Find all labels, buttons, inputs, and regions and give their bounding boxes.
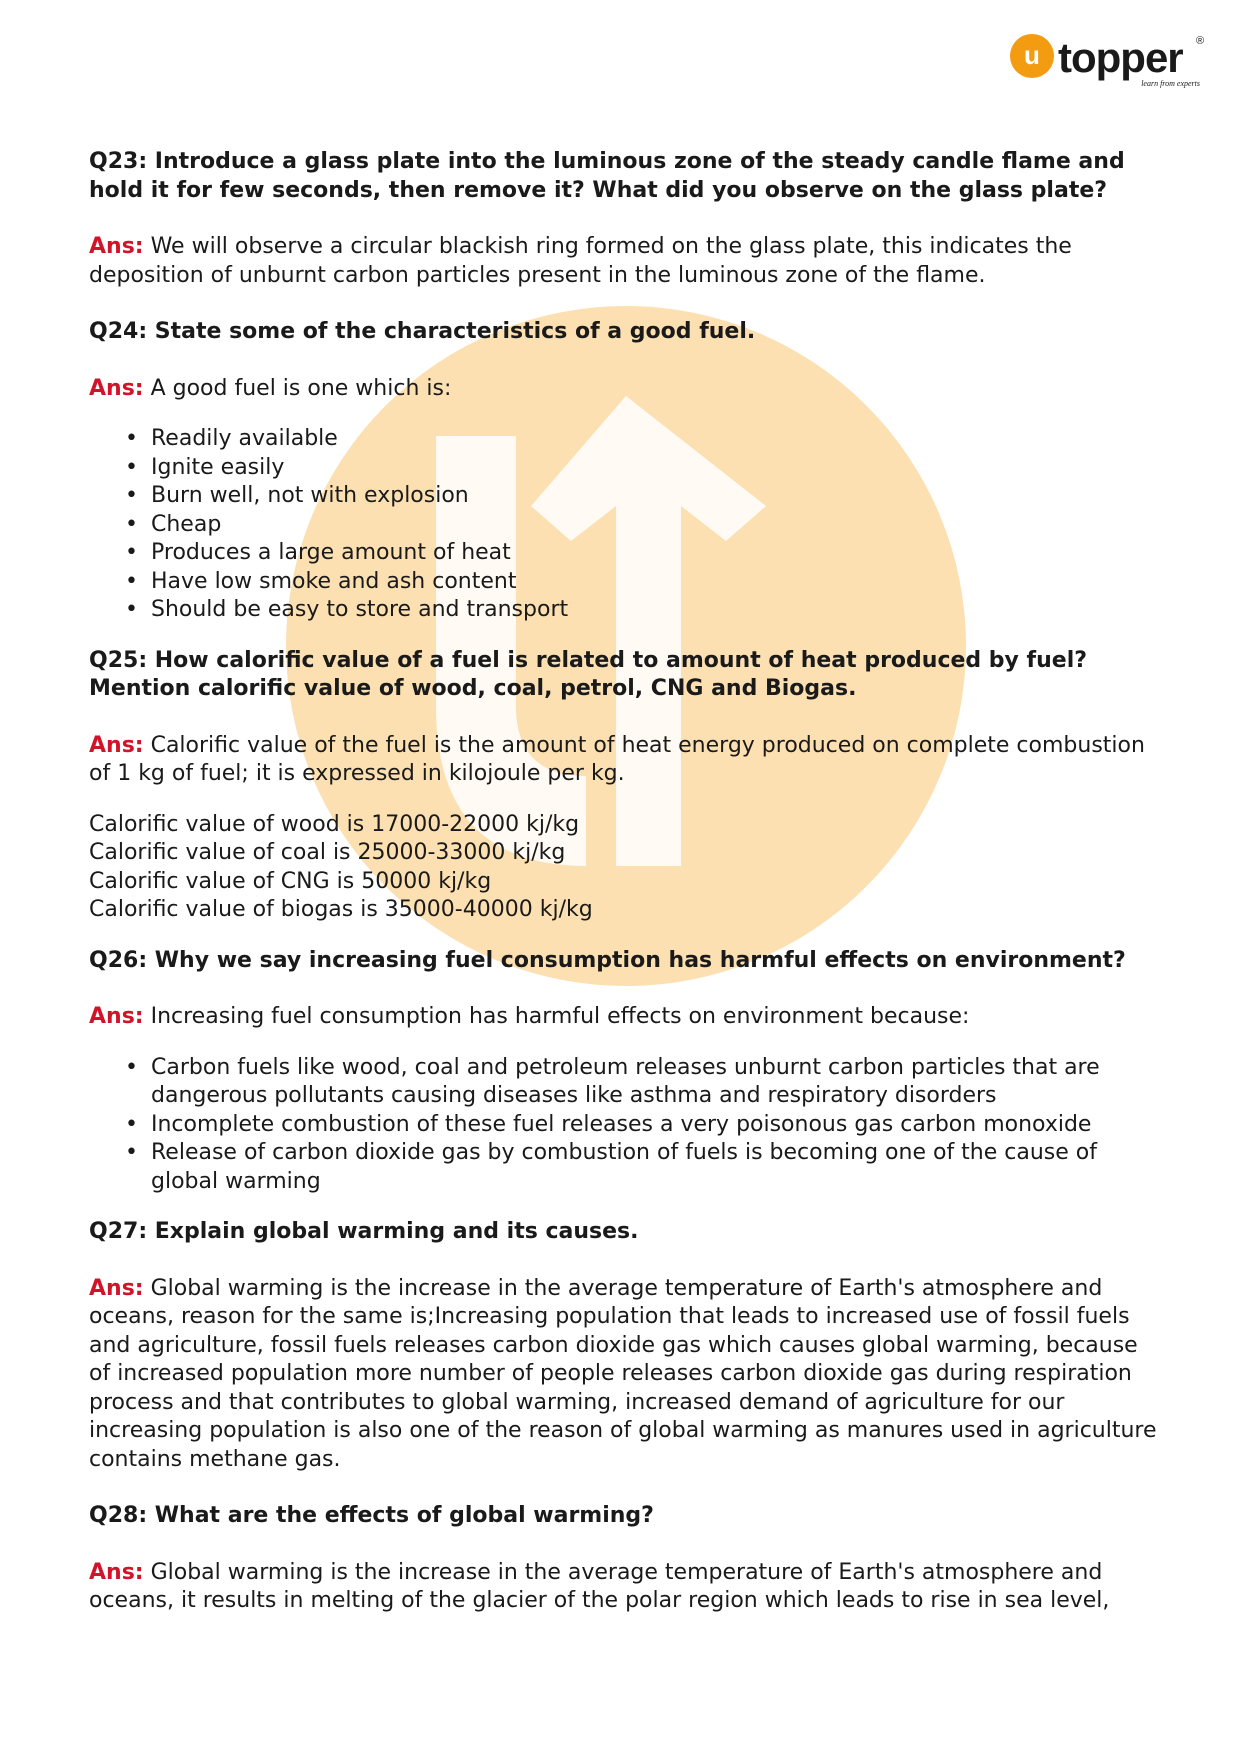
answer-paragraph: [89, 1275, 1159, 1475]
qa-block-q25: [89, 647, 1159, 925]
answer-paragraph: [89, 732, 1159, 789]
calorific-line: Calorific value of CNG is 50000 kj/kg: [89, 868, 492, 894]
answer-text: Increasing fuel consumption has harmful effects on environment because:: [150, 1004, 970, 1029]
list-item: • Have low smoke and ash content: [151, 568, 1159, 597]
answer-text: Calorific value of the fuel is the amount of heat energy produced on complete combustion of 1 kg of fuel; it is expressed in kilojoule per kg.: [89, 732, 1145, 786]
question-text: Q24: State some of the characteristics of a good fuel.: [89, 319, 756, 344]
list-item: • Ignite easily: [151, 454, 1159, 483]
logo-tagline: learn from experts: [1141, 79, 1200, 88]
calorific-line: Calorific value of wood is 17000-22000 kj/kg: [89, 811, 580, 837]
calorific-values: [89, 811, 1159, 925]
answer-paragraph: [89, 375, 1159, 404]
question-text: Q23: Introduce a glass plate into the luminous zone of the steady candle flame and hold it for few seconds, then remove it? What did you observe on the glass plate?: [89, 149, 1125, 203]
question-text: Q25: How calorific value of a fuel is related to amount of heat produced by fuel? Mention calorific value of wood, coal, petrol, CNG and Biogas.: [89, 647, 1088, 701]
answer-text: A good fuel is one which is:: [150, 375, 452, 401]
document-content: [89, 148, 1159, 1644]
qa-block-q26: [89, 947, 1159, 1197]
list-item: • Release of carbon dioxide gas by combustion of fuels is becoming one of the cause of global warming: [151, 1139, 1159, 1196]
qa-block-q24: [89, 318, 1159, 625]
bullet-list: [89, 1054, 1159, 1197]
answer-text: Global warming is the increase in the average temperature of Earth's atmosphere and oceans, it results in melting of the glacier of the polar region which leads to rise in sea level,: [89, 1559, 1110, 1613]
logo-letter: u: [1024, 40, 1040, 70]
logo-brand: topper: [1058, 34, 1183, 81]
list-item: • Incomplete combustion of these fuel releases a very poisonous gas carbon monoxide: [151, 1111, 1159, 1140]
ans-label: Ans:: [89, 234, 144, 259]
answer-text: We will observe a circular blackish ring formed on the glass plate, this indicates the deposition of unburnt carbon particles present in the luminous zone of the flame.: [89, 234, 1072, 288]
list-item: • Burn well, not with explosion: [151, 482, 1159, 511]
question-text: Q28: What are the effects of global warming?: [89, 1503, 654, 1528]
ans-label: Ans:: [89, 375, 144, 401]
ans-label: Ans:: [89, 1559, 144, 1585]
question-text: Q27: Explain global warming and its causes.: [89, 1219, 639, 1244]
list-item: • Readily available: [151, 425, 1159, 454]
question-text: Q26: Why we say increasing fuel consumption has harmful effects on environment?: [89, 947, 1126, 973]
topper-logo: [1010, 30, 1210, 98]
list-item: • Should be easy to store and transport: [151, 596, 1159, 625]
ans-label: Ans:: [89, 1004, 144, 1029]
list-item: • Produces a large amount of heat: [151, 539, 1159, 568]
qa-block-q28: [89, 1502, 1159, 1616]
list-item: • Carbon fuels like wood, coal and petroleum releases unburnt carbon particles that are dangerous pollutants causing diseases like asthma and respiratory disorders: [151, 1054, 1159, 1111]
answer-paragraph: [89, 1003, 1159, 1032]
answer-paragraph: [89, 233, 1159, 290]
qa-block-q27: [89, 1218, 1159, 1474]
calorific-line: Calorific value of coal is 25000-33000 kj/kg: [89, 840, 566, 865]
logo-registered: ®: [1196, 35, 1205, 47]
answer-text: Global warming is the increase in the average temperature of Earth's atmosphere and oceans, reason for the same is;Increasing population that leads to increased use of fossil fuels and agriculture, fossil fuels releases carbon dioxide gas which causes global warming, because of increased population more number of people releases carbon dioxide gas during respiration process and that contributes to global warming, increased demand of agriculture for our increasing population is also one of the reason of global warming as manures used in agriculture contains methane gas.: [89, 1275, 1157, 1472]
bullet-list: [89, 425, 1159, 625]
calorific-line: Calorific value of biogas is 35000-40000 kj/kg: [89, 897, 593, 922]
logo-graphic: [1010, 30, 1210, 98]
ans-label: Ans:: [89, 732, 144, 758]
ans-label: Ans:: [89, 1275, 144, 1301]
list-item: • Cheap: [151, 511, 1159, 540]
answer-paragraph: [89, 1559, 1159, 1616]
qa-block-q23: [89, 148, 1159, 290]
